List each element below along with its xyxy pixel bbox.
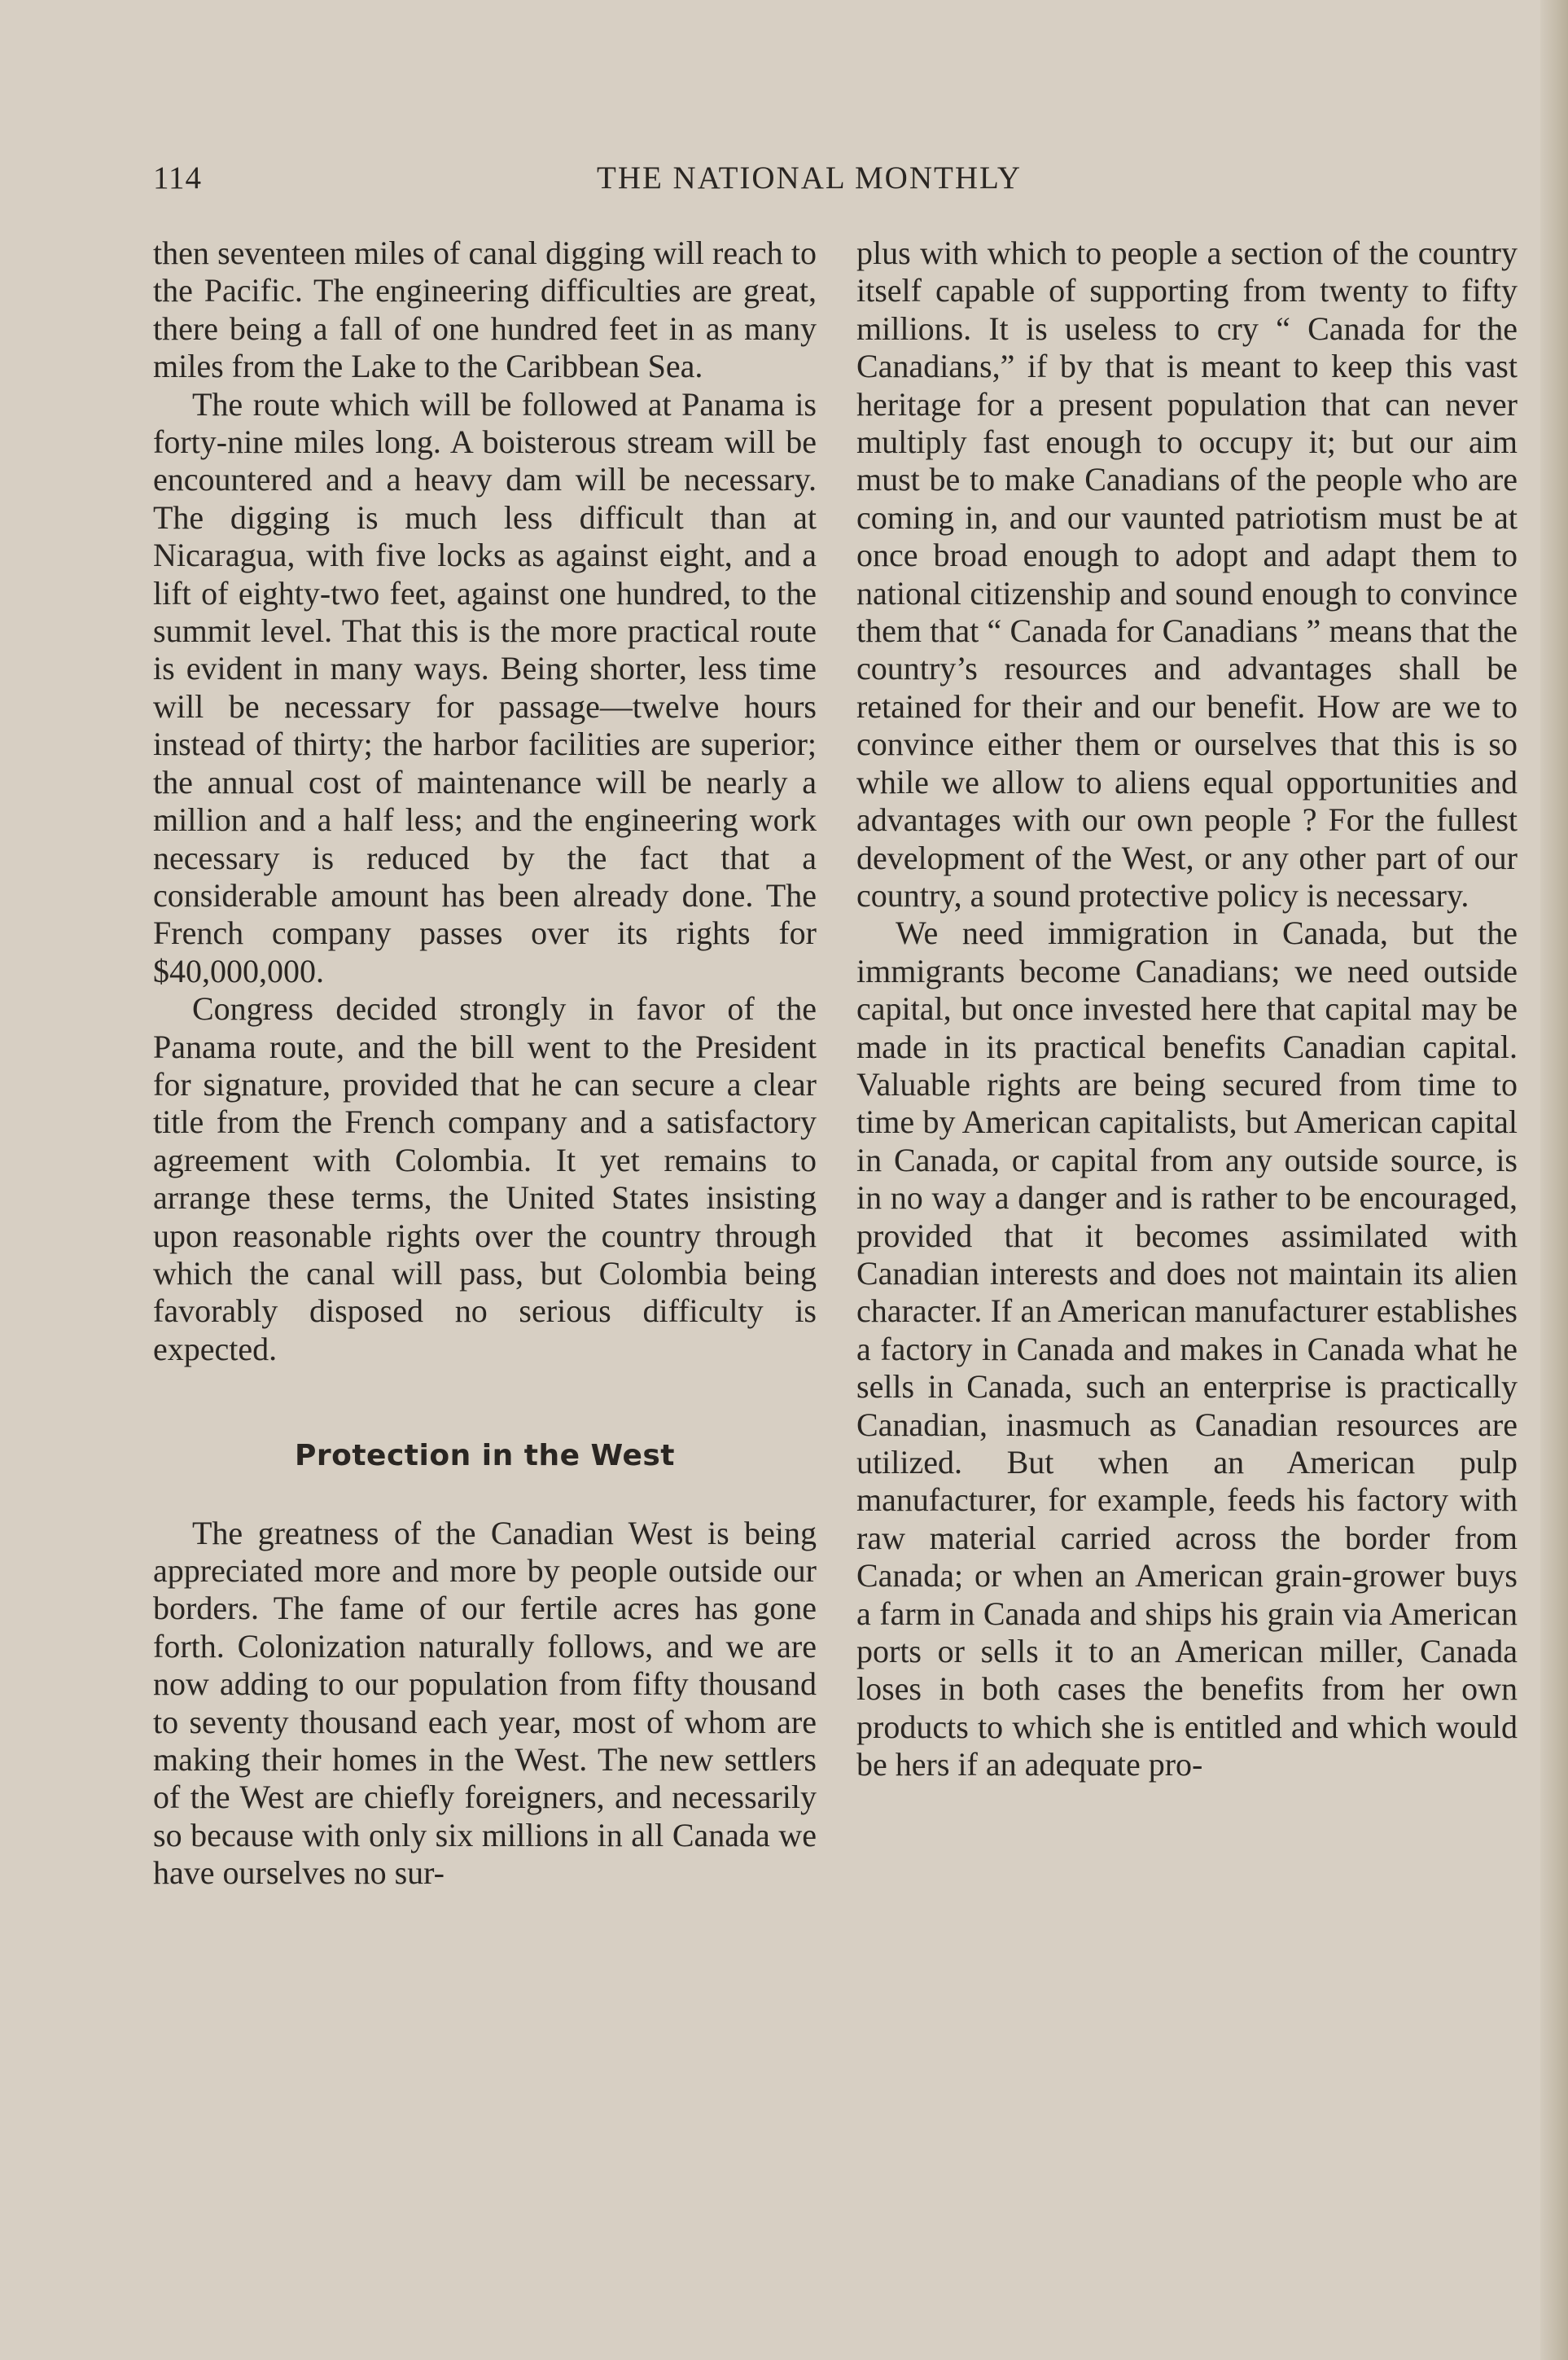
paragraph: plus with which to people a section of the country itself capable of supporting from twenty to fifty millions. It is useless to cry “ Canada for the Canadians,” if by that is meant to keep this vast heritage for a present population that can never multiply fast enough to occupy it; but our aim must be to make Canadians of the people who are coming in, and our vaunted patriotism must be at once broad enough to adopt and adapt them to national citizenship and sound enough to convince them that “ Canada for Canadians ” means that the country’s resources and advantages shall be retained for their and our benefit. How are we to convince either them or ourselves that this is so while we allow to aliens equal opportunities and advantages with our own people ? For the fullest development of the West, or any other part of our country, a sound protective policy is necessary.	[856, 235, 1518, 914]
paragraph: The greatness of the Canadian West is being appreciated more and more by people outside our borders. The fame of our fertile acres has gone forth. Colonization naturally follows, and we are now adding to our population from fifty thousand to seventy thousand each year, most of whom are making their homes in the West. The new settlers of the West are chiefly foreigners, and necessarily so because with only six millions in all Canada we have ourselves no sur-	[153, 1514, 817, 1892]
running-head	[153, 160, 1089, 208]
paragraph: The route which will be followed at Panama is forty-nine miles long. A boisterous stream will be encountered and a heavy dam will be necessary. The digging is much less difficult than at Nicaragua, with five locks as against eight, and a lift of eighty-two feet, against one hundred, to the summit level. That this is the more practical route is evident in many ways. Being shorter, less time will be necessary for passage—twelve hours instead of thirty; the harbor facilities are superior; the annual cost of maintenance will be nearly a million and a half less; and the engineering work necessary is reduced by the fact that a considerable amount has been already done. The French company passes over its rights for $40,000,000.	[153, 385, 817, 989]
journal-title: THE NATIONAL MONTHLY	[597, 160, 1023, 195]
section-heading: Protection in the West	[294, 1439, 676, 1473]
right-column	[856, 235, 1518, 1784]
paragraph: Congress decided strongly in favor of the Panama route, and the bill went to the President for signature, provided that he can secure a clear title from the French company and a satisfactory agreement with Colombia. It yet remains to arrange these terms, the United States insisting upon reasonable rights over the country through which the canal will pass, but Colombia being favorably disposed no serious difficulty is expected.	[153, 990, 817, 1367]
page-edge	[1540, 0, 1568, 2360]
paragraph: We need immigration in Canada, but the immigrants become Canadians; we need outside capital, but once invested here that capital may be made in its practical benefits Canadian capital. Valuable rights are being secured from time to time by American capitalists, but American capital in Canada, or capital from any outside source, is in no way a danger and is rather to be encouraged, provided that it becomes assimilated with Canadian interests and does not maintain its alien character. If an American manufacturer establishes a factory in Canada and makes in Canada what he sells in Canada, such an enterprise is practically Canadian, inasmuch as Canadian resources are utilized. But when an American pulp manufacturer, for example, feeds his factory with raw material carried across the border from Canada; or when an American grain-grower buys a farm in Canada and ships his grain via American ports or sells it to an American miller, Canada loses in both cases the benefits from her own products to which she is entitled and which would be hers if an adequate pro-	[856, 915, 1518, 1783]
paragraph: then seventeen miles of canal digging will reach to the Pacific. The engineering difficulties are great, there being a fall of one hundred feet in as many miles from the Lake to the Caribbean Sea.	[153, 235, 817, 385]
page-number: 114	[153, 160, 203, 195]
left-column	[153, 235, 817, 1893]
